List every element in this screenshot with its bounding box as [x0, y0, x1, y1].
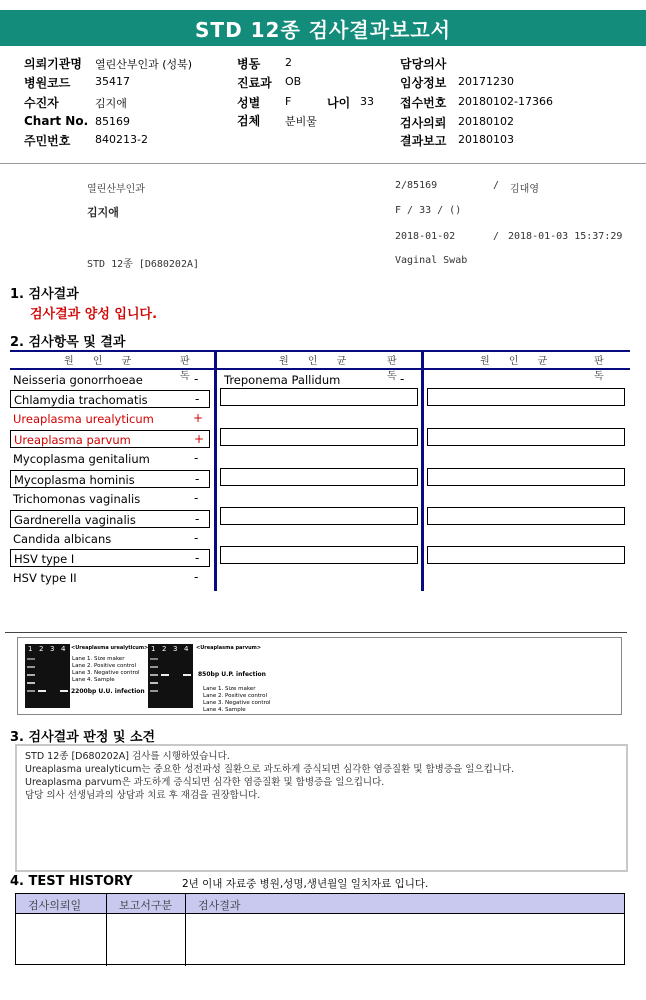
- col-result-label: 판 독: [387, 356, 402, 382]
- result-row: [10, 490, 210, 508]
- gel-legend-item: Lane 1. Size maker: [72, 656, 125, 662]
- resident-value: 840213-2: [95, 133, 148, 146]
- age-value: 33: [360, 95, 374, 108]
- ward-value: 2: [285, 56, 292, 69]
- result-row: [10, 371, 210, 389]
- doctor-label: 담당의사: [400, 57, 447, 71]
- gel-legend: [72, 656, 140, 684]
- clinical-value: 20171230: [458, 75, 514, 88]
- institution-value: 열린산부인과 (성북): [95, 58, 193, 71]
- sex-label: 성별: [237, 96, 261, 110]
- meta-specimen: Vaginal Swab: [395, 255, 468, 266]
- result-row: [10, 390, 210, 408]
- specimen-label: 검체: [237, 114, 261, 128]
- organism-name: Ureaplasma urealyticum: [13, 412, 154, 426]
- request-label: 검사의뢰: [400, 116, 447, 130]
- opinion-line: 담당 의사 선생님과의 상담과 치료 후 재검을 권장합니다.: [25, 790, 261, 801]
- gel-legend-item: Lane 1. Size maker: [203, 686, 256, 692]
- opinion-line: Ureaplasma parvum은 과도하게 증식되면 심각한 염증질환 및 합병증을 일으킵니다.: [25, 777, 385, 788]
- empty-cell: [220, 507, 418, 525]
- hospital-code-label: 병원코드: [24, 76, 71, 90]
- result-row: [10, 569, 210, 587]
- organism-name: HSV type II: [13, 571, 77, 585]
- result-mark: -: [195, 512, 200, 526]
- receipt-label: 접수번호: [400, 96, 447, 110]
- chart-label: Chart No.: [24, 114, 89, 128]
- dept-label: 진료과: [237, 76, 272, 90]
- result-mark: -: [195, 392, 200, 406]
- institution-label: 의뢰기관명: [24, 57, 82, 71]
- result-mark: -: [194, 491, 199, 505]
- gel-legend: [203, 686, 271, 714]
- meta-date-report: 2018-01-03 15:37:29: [508, 231, 623, 242]
- empty-cell: [427, 428, 625, 446]
- test-history-table: [15, 893, 625, 965]
- result-mark: -: [194, 531, 199, 545]
- gel-electrophoresis-section: [5, 632, 627, 718]
- patient-info-header: [0, 52, 646, 164]
- meta-patient: 김지애: [87, 206, 119, 219]
- hospital-code-value: 35417: [95, 75, 130, 88]
- organism-name: Candida albicans: [13, 532, 112, 546]
- meta-date-request: 2018-01-02: [395, 231, 456, 242]
- organism-name: Ureaplasma parvum: [14, 433, 131, 447]
- history-header-date: 검사의뢰일: [16, 894, 106, 914]
- col-result-label: 판 독: [180, 356, 195, 382]
- gel-band-label-uu: 2200bp U.U. infection: [71, 688, 145, 695]
- col-organism-label: 원 인 균: [279, 356, 355, 367]
- lane-number: 1: [28, 645, 33, 653]
- report-meta: [0, 172, 646, 272]
- empty-cell: [220, 546, 418, 564]
- lane-number: 3: [50, 645, 55, 653]
- meta-clinic: 열린산부인과: [87, 184, 145, 195]
- meta-sex-age: F / 33 / (): [395, 205, 462, 216]
- col-organism-label: 원 인 균: [480, 356, 556, 367]
- result-mark: +: [193, 411, 204, 425]
- organism-name: HSV type I: [14, 552, 75, 566]
- result-row-positive: [10, 430, 210, 448]
- history-header-result: 검사결과: [186, 894, 624, 914]
- result-row: [10, 510, 210, 528]
- organism-name: Mycoplasma genitalium: [13, 452, 150, 466]
- meta-chart: 2/85169: [395, 180, 438, 191]
- organism-name: Mycoplasma hominis: [14, 473, 135, 487]
- gel-band-label-up: 850bp U.P. infection: [198, 671, 266, 678]
- result-row-positive: [10, 410, 210, 428]
- lane-number: 2: [162, 645, 167, 653]
- result-row: [10, 450, 210, 468]
- request-value: 20180102: [458, 115, 514, 128]
- result-mark: -: [194, 570, 199, 584]
- gel-legend-item: Lane 3. Negative control: [203, 700, 271, 706]
- opinion-line: Ureaplasma urealyticum는 중요한 성전파성 질환으로 과도하게 증식되면 심각한 염증질환 및 합병증을 일으킵니다.: [25, 764, 515, 775]
- organism-name: Treponema Pallidum: [224, 373, 341, 387]
- meta-test-name: STD 12종 [D680202A]: [87, 259, 200, 270]
- section-4-title: 4. TEST HISTORY: [10, 874, 133, 889]
- lane-number: 1: [151, 645, 156, 653]
- opinion-box: [15, 744, 628, 872]
- result-mark: -: [400, 372, 405, 386]
- dept-value: OB: [285, 75, 302, 88]
- gel-legend-item: Lane 2. Positive control: [72, 663, 137, 669]
- report-title: STD 12종 검사결과보고서: [0, 10, 646, 46]
- result-row: [220, 371, 418, 389]
- column-header: [424, 352, 630, 382]
- col-result-label: 판 독: [594, 356, 609, 382]
- organism-name: Chlamydia trachomatis: [14, 393, 148, 407]
- lane-number: 3: [173, 645, 178, 653]
- age-label: 나이: [327, 96, 351, 110]
- lane-number: 2: [39, 645, 44, 653]
- gel-title-up: <Ureaplasma parvum>: [196, 645, 262, 651]
- specimen-value: 분비물: [285, 115, 317, 128]
- gel-legend-item: Lane 4. Sample: [72, 677, 115, 683]
- meta-slash: /: [493, 231, 500, 242]
- report-label: 결과보고: [400, 134, 447, 148]
- patient-value: 김지애: [95, 97, 127, 110]
- meta-slash: /: [493, 180, 500, 191]
- history-header-type: 보고서구분: [107, 894, 185, 914]
- result-row: [10, 470, 210, 488]
- gel-legend-item: Lane 4. Sample: [203, 707, 246, 713]
- patient-label: 수진자: [24, 96, 59, 110]
- section-3-title: 3. 검사결과 판정 및 소견: [10, 730, 156, 745]
- organism-name: Trichomonas vaginalis: [13, 492, 141, 506]
- result-mark: -: [194, 372, 199, 386]
- result-mark: -: [194, 451, 199, 465]
- result-mark: -: [195, 472, 200, 486]
- organism-name: Gardnerella vaginalis: [14, 513, 136, 527]
- history-note: 2년 이내 자료중 병원,성명,생년월일 일치자료 입니다.: [182, 878, 429, 890]
- positive-result-text: 검사결과 양성 입니다.: [30, 307, 158, 322]
- empty-cell: [220, 388, 418, 406]
- ward-label: 병동: [237, 57, 261, 71]
- opinion-line: STD 12종 [D680202A] 검사를 시행하였습니다.: [25, 751, 230, 762]
- gel-title-uu: <Ureaplasma urealyticum>: [71, 645, 149, 651]
- gel-legend-item: Lane 2. Positive control: [203, 693, 268, 699]
- chart-value: 85169: [95, 115, 130, 128]
- lane-number: 4: [61, 645, 66, 653]
- gel-legend-item: Lane 3. Negative control: [72, 670, 140, 676]
- meta-doctor: 김대영: [510, 184, 539, 195]
- result-mark: +: [194, 432, 205, 446]
- lane-number: 4: [184, 645, 189, 653]
- section-1-title: 1. 검사결과: [10, 287, 79, 302]
- gel-image-uu: [25, 644, 70, 708]
- result-row: [10, 549, 210, 567]
- empty-cell: [427, 468, 625, 486]
- gel-panel: [17, 637, 622, 715]
- sex-value: F: [285, 95, 292, 108]
- result-mark: -: [195, 551, 200, 565]
- report-value: 20180103: [458, 133, 514, 146]
- clinical-label: 임상정보: [400, 76, 447, 90]
- col-organism-label: 원 인 균: [64, 356, 140, 367]
- result-row: [10, 530, 210, 548]
- empty-cell: [427, 507, 625, 525]
- empty-cell: [427, 388, 625, 406]
- section-2-title: 2. 검사항목 및 결과: [10, 335, 126, 350]
- empty-cell: [427, 546, 625, 564]
- receipt-value: 20180102-17366: [458, 95, 553, 108]
- organism-name: Neisseria gonorrhoeae: [13, 373, 143, 387]
- gel-image-up: [148, 644, 193, 708]
- results-grid: [10, 350, 630, 591]
- empty-cell: [220, 428, 418, 446]
- resident-label: 주민번호: [24, 134, 71, 148]
- empty-cell: [220, 468, 418, 486]
